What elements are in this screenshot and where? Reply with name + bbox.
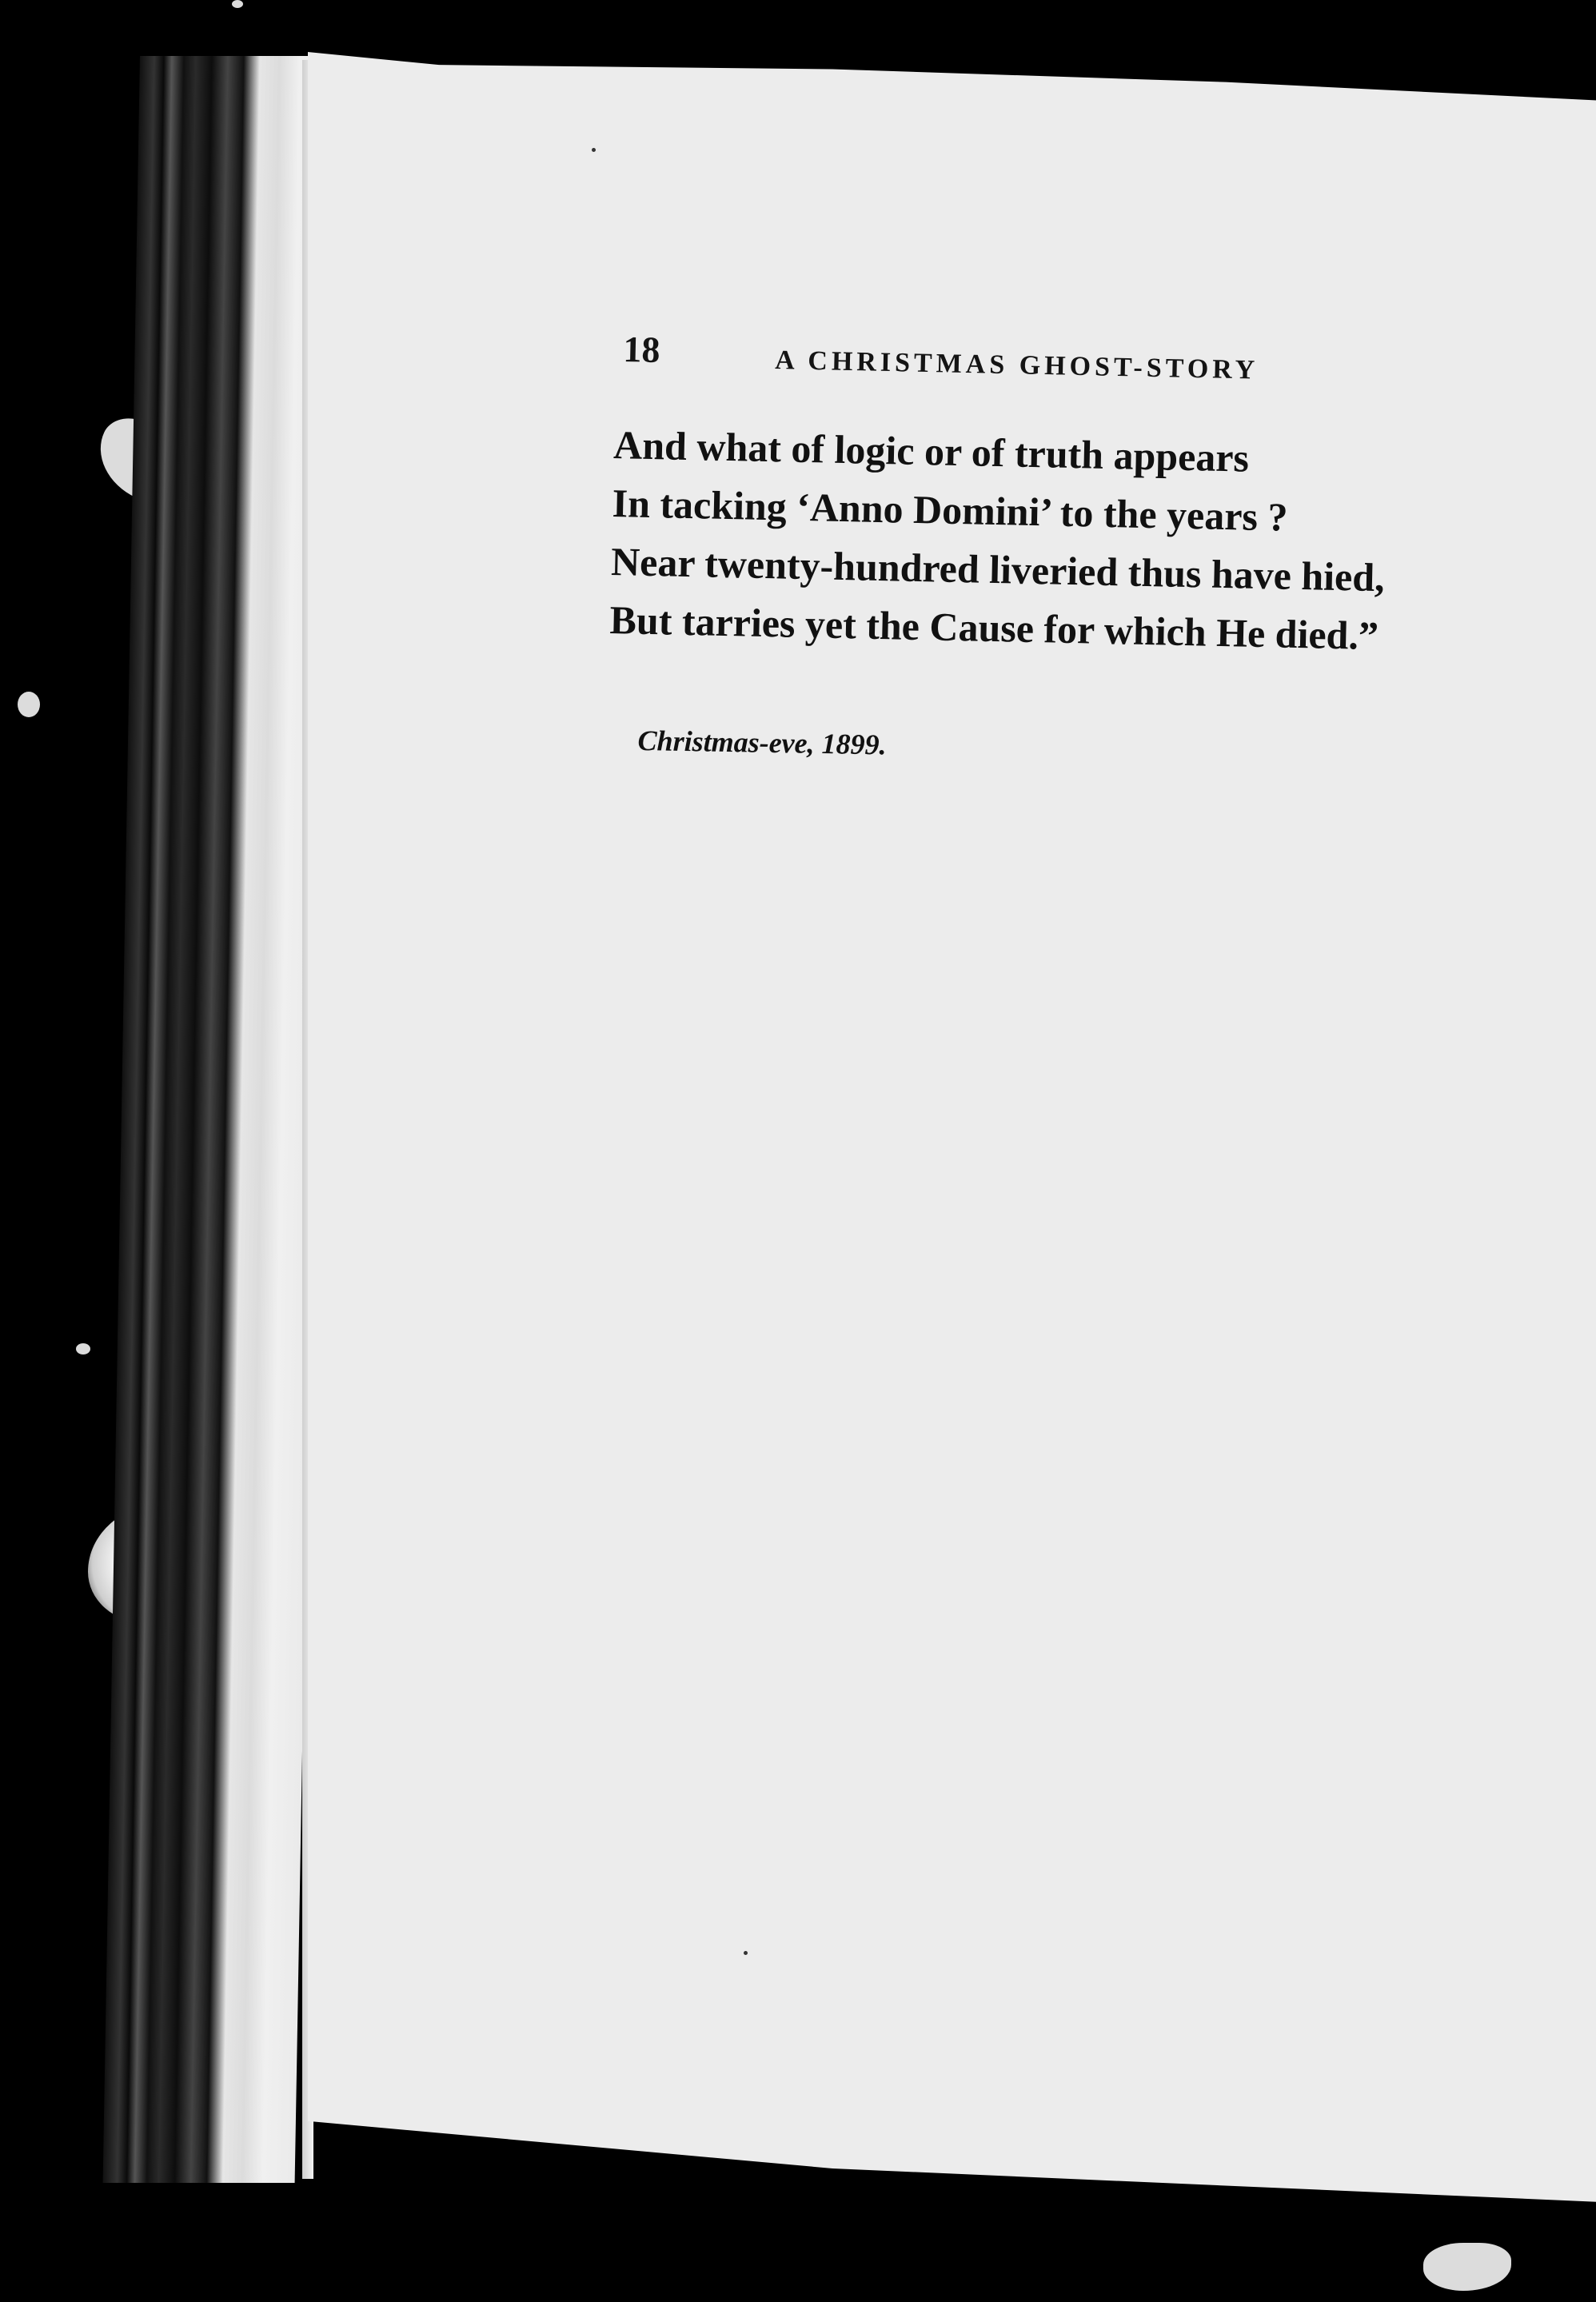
running-title: A CHRISTMAS GHOST-STORY: [774, 345, 1259, 385]
scan-artifact: [76, 1343, 90, 1354]
verse-line: In tacking ‘Anno Domini’ to the years ?: [612, 480, 1289, 540]
verse-line: Near twenty-hundred liveried thus have hied,: [610, 538, 1386, 600]
paper-speck: [592, 148, 596, 152]
verse-line: And what of logic or of truth appears: [612, 421, 1250, 481]
verse-line: But tarries yet the Cause for which He died.”: [609, 596, 1379, 659]
scan-artifact: [232, 0, 243, 8]
paper-speck: [744, 1951, 748, 1955]
book-page-edges: [103, 56, 332, 2183]
poem-stanza: [609, 416, 1454, 667]
dateline: Christmas-eve, 1899.: [637, 724, 887, 761]
page-number: 18: [622, 328, 660, 370]
scan-artifact: [18, 692, 40, 717]
